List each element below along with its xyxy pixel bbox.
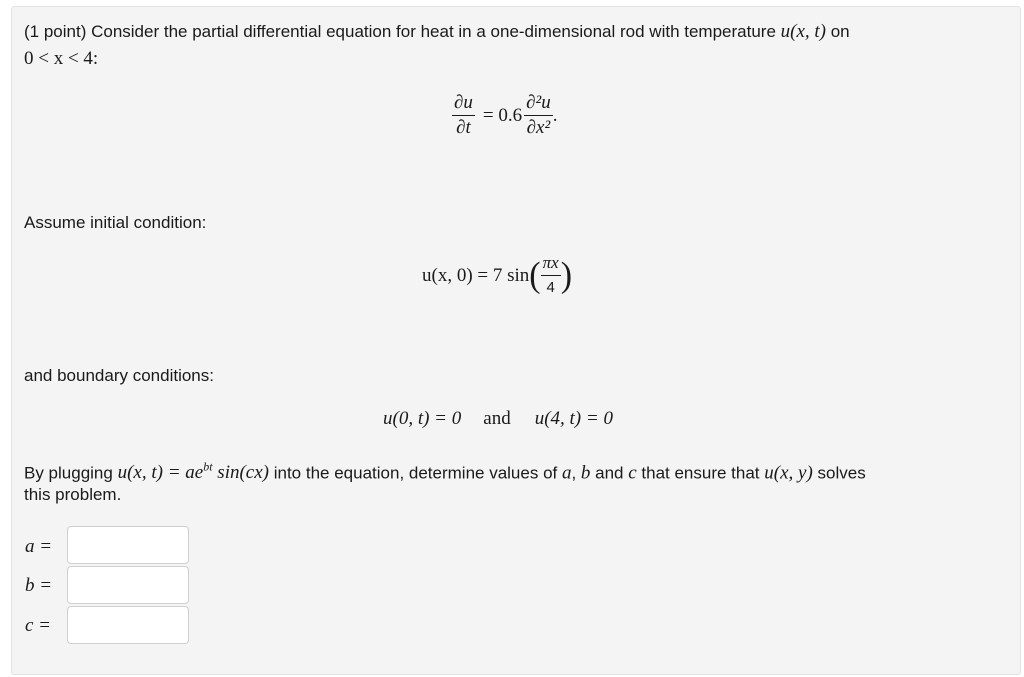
comma: ,	[571, 463, 581, 483]
answer-b-input[interactable]	[67, 566, 189, 604]
pde-period: .	[552, 104, 558, 126]
intro-prefix: (1 point) Consider the partial differential equation for heat in a one-dimensional rod with temperature	[24, 22, 781, 41]
intro-variable: u(x, t)	[780, 21, 826, 42]
pde-lhs-fraction	[452, 92, 475, 139]
answer-c-label: c =	[25, 615, 52, 636]
pde-rhs-denominator: ∂x²	[526, 117, 551, 138]
boundary-left: u(0, t) = 0	[383, 408, 462, 429]
pde-equation	[452, 92, 557, 139]
intro-suffix: on	[826, 22, 850, 41]
boundary-condition-label: and boundary conditions:	[24, 366, 214, 385]
answer-b-label: b =	[25, 575, 53, 596]
pde-coefficient: = 0.6	[482, 104, 523, 126]
initial-fraction	[541, 252, 561, 299]
pde-lhs-denominator: ∂t	[456, 117, 471, 138]
pde-lhs-numerator: ∂u	[452, 92, 475, 116]
var-a: a	[561, 462, 572, 484]
plug-mid2: that ensure that	[636, 463, 765, 483]
trial-solution-exponent: bt	[203, 460, 213, 474]
boundary-right: u(4, t) = 0	[534, 408, 613, 429]
plug-prefix: By plugging	[24, 463, 118, 483]
answer-a-label: a =	[25, 536, 53, 557]
intro-text	[24, 18, 850, 45]
boundary-and: and	[483, 408, 511, 429]
left-paren: (	[529, 255, 541, 295]
and-word: and	[590, 463, 629, 483]
pde-rhs-fraction	[524, 92, 553, 139]
trial-solution-a: u(x, t) = ae	[117, 462, 204, 484]
initial-condition-label: Assume initial condition:	[24, 213, 207, 232]
solution-expression: u(x, y)	[764, 462, 813, 484]
right-paren: )	[560, 255, 573, 295]
initial-denominator: 4	[546, 279, 555, 296]
plug-suffix: solves	[812, 463, 866, 483]
var-b: b	[580, 462, 591, 484]
initial-numerator: πx	[541, 252, 561, 276]
instruction-text	[24, 454, 866, 486]
plug-mid: into the equation, determine values of	[269, 463, 562, 483]
instruction-line2: this problem.	[24, 485, 122, 504]
initial-lhs: u(x, 0) = 7 sin	[422, 264, 530, 286]
answer-c-input[interactable]	[67, 606, 189, 644]
var-c: c	[628, 462, 637, 484]
domain-text: 0 < x < 4:	[24, 48, 99, 69]
trial-solution-b: sin(cx)	[212, 462, 269, 484]
trial-solution	[118, 462, 269, 483]
initial-condition-equation	[422, 252, 572, 299]
answer-a-input[interactable]	[67, 526, 189, 564]
pde-rhs-numerator: ∂²u	[524, 92, 553, 116]
boundary-condition-equation	[383, 408, 613, 430]
